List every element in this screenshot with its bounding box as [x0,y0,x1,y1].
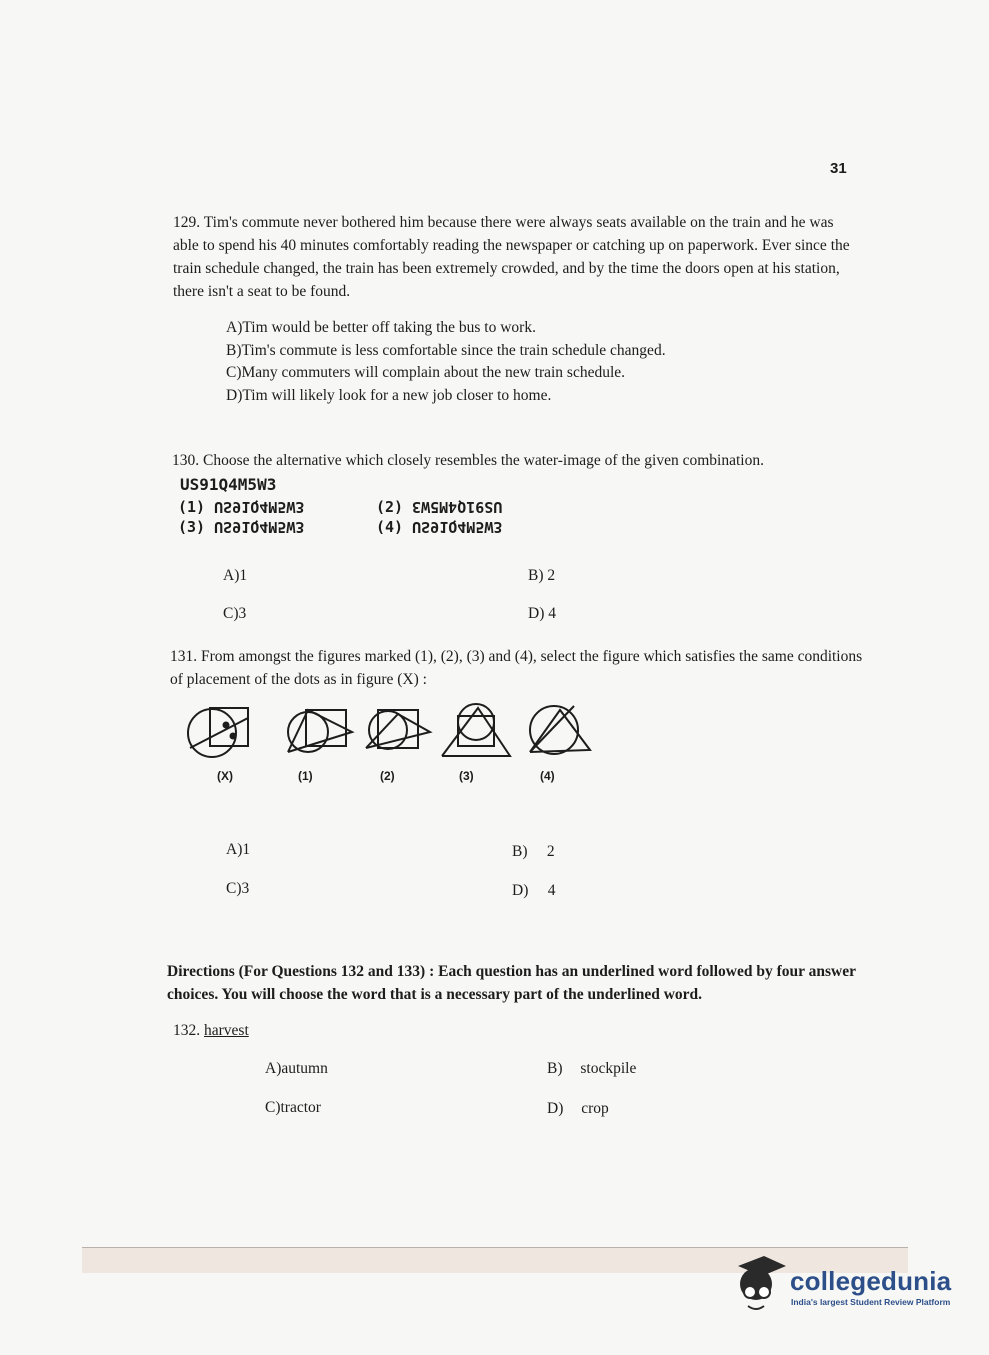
footer-line [82,1247,908,1248]
q130-answer-c: C)3 [223,605,247,622]
figure-label-x: (X) [217,769,233,783]
q130-answer-d: D) 4 [528,605,556,622]
question-132-word: harvest [204,1022,249,1039]
choice-1: (1) US91Q4M5W3 [178,498,305,516]
choice-2-image: US91Q4M5W3 [412,498,503,516]
question-130-text: 130. Choose the alternative which closely resembles the water-image of the given combination. [172,452,764,469]
option-a: A)Tim would be better off taking the bus to work. [226,319,536,336]
question-131-text: 131. From amongst the figures marked (1), (2), (3) and (4), select the figure which satisfies the same conditions of placement of the dots as in figure (X) : [170,648,863,688]
q130-answer-b: B) 2 [528,567,556,584]
figure-x [188,708,248,757]
question-132 [173,1020,249,1043]
choice-4-image: US91Q4M5W3 [412,518,503,536]
q131-answer-b: B) 2 [512,843,555,860]
dot-placement-figures [180,700,600,790]
directions-text: Directions (For Questions 132 and 133) : Each question has an underlined word followed by four answer choices. You will choose the word that is a necessary part of the underlined word. [167,963,856,1003]
collegedunia-logo[interactable]: collegedunia [790,1266,952,1296]
choice-3-image: US91Q4M5W3 [214,518,305,536]
choice-1-image: US91Q4M5W3 [214,498,305,516]
figure-4 [530,706,590,754]
figure-2 [366,710,430,749]
question-129-options [226,317,846,407]
option-d: D)Tim will likely look for a new job closer to home. [226,386,552,404]
question-132-number: 132. [173,1022,201,1039]
choice-3: (3) US91Q4M5W3 [178,518,305,536]
q131-answer-c: C)3 [226,880,250,897]
figure-label-2: (2) [380,769,395,783]
option-c: C)Many commuters will complain about the new train schedule. [226,364,626,381]
figure-label-4: (4) [540,769,555,783]
logo-tagline: India's largest Student Review Platform [791,1297,951,1307]
choice-2: (2) US91Q4M5W3 [376,498,503,516]
question-129-text: 129. Tim's commute never bothered him because there were always seats available on the train and he was able to spend his 40 minutes comfortably reading the newspaper or catching up on paperwork. Ever since the train schedule changed, the train has been extremely crowded, and by the time the doors open at his station, there isn't a seat to be found. [173,214,850,300]
figure-1 [288,710,352,752]
q132-answer-d: D) crop [547,1100,609,1117]
q131-answer-d: D) 4 [512,882,556,899]
page-number: 31 [830,160,847,177]
figure-3 [442,704,510,756]
option-b: B)Tim's commute is less comfortable since the train schedule changed. [226,341,666,359]
q132-answer-b: B) stockpile [547,1060,637,1077]
q130-answer-a: A)1 [223,567,248,584]
figure-label-1: (1) [298,769,313,783]
q132-answer-c: C)tractor [265,1099,321,1116]
collegedunia-mascot-icon [730,1252,788,1314]
choice-4: (4) US91Q4M5W3 [376,518,503,536]
q132-answer-a: A)autumn [265,1060,328,1077]
figure-label-3: (3) [459,769,474,783]
q131-answer-a: A)1 [226,841,251,858]
given-combination: US91Q4M5W3 [180,475,277,494]
